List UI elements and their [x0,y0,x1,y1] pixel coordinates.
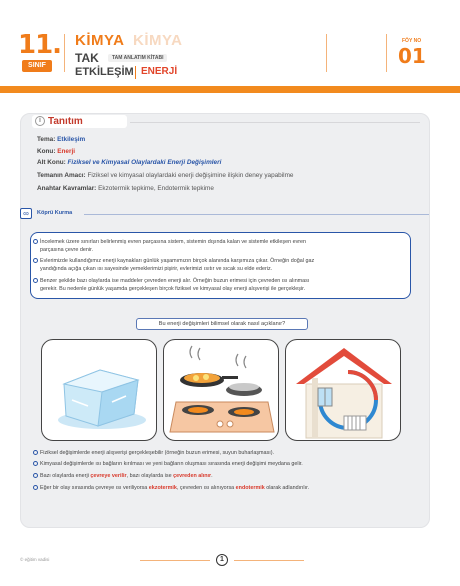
stove-icon [164,340,280,442]
summary-bullet [40,484,410,492]
summary-text: Fiziksel değişimlerde enerji alışverişi gerçekleşebilir (örneğin buzun erimesi, suyun buharlaşması). [40,450,274,456]
emphasis-text: endotermik [235,485,265,491]
summary-text: Eğer bir olay sırasında çevreye ısı veriliyorsa [40,485,149,491]
footer-divider [234,560,304,561]
kopru-bullet [40,238,405,246]
publisher-mark: © eğitim vadisi [20,557,50,562]
info-key: Temanın Amacı: [37,172,86,179]
bullet-icon [33,239,38,244]
brand-title: KİMYA [75,32,125,49]
grade-number: 11. [18,30,62,60]
info-amac [37,172,293,179]
bullet-icon [33,258,38,263]
summary-text: . [211,473,213,479]
bullet-icon [33,450,38,455]
kopru-bullet [40,257,405,265]
grade-badge [18,30,62,78]
info-alt-konu [37,159,221,166]
question-box: Bu enerji değişimleri bilimsel olarak nasıl açıklanır? [136,318,308,330]
info-key: Alt Konu: [37,159,66,166]
kopru-bullet-cont [40,265,405,273]
header-divider [64,34,65,72]
summary-text: Bazı olaylarda enerji [40,473,91,479]
summary-text: , bazı olaylarda ise [126,473,174,479]
emphasis-text: ekzotermik [148,485,177,491]
summary-text: Kimyasal değişimlerde ısı bağların kırılması ve yeni bağların oluşması sırasında enerji değişimi meydana gelir. [40,461,303,467]
page-number: 1 [216,554,228,566]
header-divider [386,34,387,72]
info-value: Fiziksel ve Kimyasal Olaylardaki Enerji Değişimleri [67,159,222,166]
bullet-icon [33,461,38,466]
link-icon: ∞ [20,208,32,219]
info-key: Anahtar Kavramlar: [37,185,97,192]
info-tema [37,136,85,143]
kopru-divider [84,214,429,215]
header-divider [326,34,327,72]
fasikul-number: 01 [398,44,426,68]
bullet-icon [33,473,38,478]
topic-separator [135,66,136,79]
kopru-bullet-cont [40,246,405,254]
stove-image [163,339,279,441]
house-image [285,339,401,441]
info-key: Konu: [37,148,56,155]
grade-label: SINIF [22,60,52,72]
info-icon: i [35,116,45,126]
kopru-text: parçasına çevre denir. [40,247,94,253]
fasikul-label: FÖY NO [402,38,422,44]
emphasis-text: çevreden alınır [173,473,212,479]
topic-title: ETKİLEŞİM [75,66,134,78]
page-header [0,0,460,92]
melting-ice-icon [42,340,158,442]
info-value: Fiziksel ve kimyasal olaylardaki enerji değişimine ilişkin deney yapabilme [87,172,294,179]
kopru-text: gerekir. Bu nedenle günlük yaşamda gerçekleşen birçok fiziksel ve kimyasal olay enerji alışverişi ile gerçekleşir. [40,286,306,292]
emphasis-text: çevreye verilir [90,473,127,479]
kopru-title: Köprü Kurma [37,210,73,216]
summary-text: , çevreden ısı alınıyorsa [176,485,236,491]
header-band [0,86,460,93]
kopru-text: Benzer şekilde bazı olaylarda ise maddeler çevreden enerji alır. Örneğin buzun erimesi için çevreden ısı alınması [40,278,310,284]
topic-subtitle: ENERJİ [141,66,178,77]
summary-bullet [40,449,410,457]
info-value: Ekzotermik tepkime, Endotermik tepkime [98,185,214,192]
info-key: Tema: [37,136,56,143]
tanitim-divider [130,122,420,123]
brand-tak: TAK [75,51,99,65]
footer-divider [140,560,210,561]
kopru-text: İncelemek üzere sınırları belirlenmiş evren parçasına sistem, sistemin dışında kalan ve sistemle etkileşen evren [40,239,307,245]
summary-text: olarak adlandırılır. [264,485,310,491]
tanitim-title: Tanıtım [48,116,83,127]
kopru-text: yandığında açığa çıkan ısı sayesinde yemeklerimizi pişirir, evlerimizi ısıtır ve sıcak su elde ederiz. [40,266,273,272]
summary-bullet [40,472,410,480]
brand-title-ghost: KİMYA [133,32,183,49]
summary-bullet [40,460,410,468]
bullet-icon [33,278,38,283]
ice-image [41,339,157,441]
kopru-bullet-cont [40,285,405,293]
bullet-icon [33,485,38,490]
kopru-text: Evlerimizde kullandığımız enerji kaynakları günlük yaşamımızın birçok alanında karşımıza çıkar. Örneğin doğal gaz [40,258,315,264]
info-kavramlar [37,185,214,192]
info-value: Enerji [57,148,76,155]
house-heating-icon [286,340,402,442]
info-value: Etkileşim [57,136,86,143]
brand-subtitle: TAM ANLATIM KİTABI [108,54,167,62]
kopru-bullet [40,277,405,285]
info-konu [37,148,75,155]
